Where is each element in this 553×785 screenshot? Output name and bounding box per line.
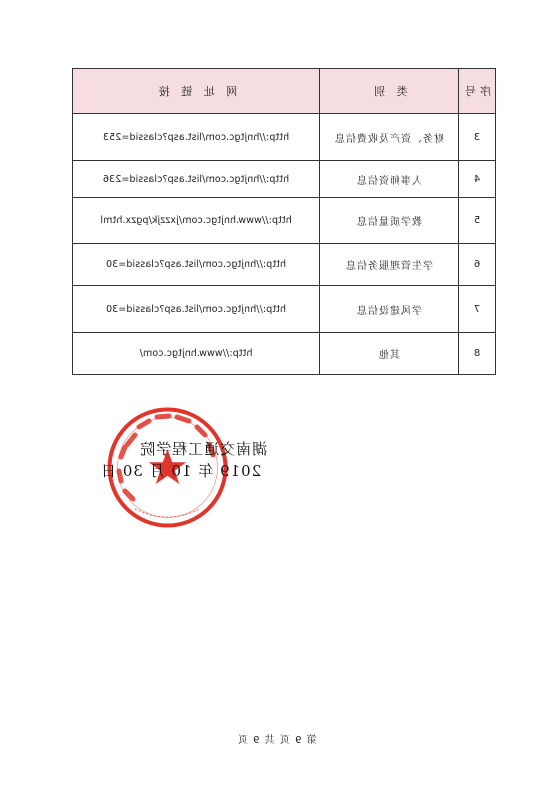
table-row — [73, 198, 496, 244]
row-no: 3 — [459, 114, 496, 161]
header-no: 序号 — [459, 69, 496, 114]
row-category: 学风建设信息 — [320, 286, 459, 333]
disclosure-table — [72, 68, 496, 375]
row-category: 其他 — [320, 333, 459, 375]
row-no: 7 — [459, 286, 496, 333]
table-header-row — [73, 69, 496, 114]
institution-name: 湖南交通工程学院 — [139, 440, 268, 458]
row-no: 5 — [459, 198, 496, 244]
page-footer — [0, 728, 553, 747]
row-category: 教学质量信息 — [320, 198, 459, 244]
row-url: http://www.hnjtgc.com/jxzzjk/pgzx.html — [73, 198, 320, 244]
row-url: http://hnjtgc.com/list.asp?classid=253 — [73, 114, 320, 161]
signature-block — [100, 438, 267, 482]
row-category: 学生管理服务信息 — [320, 244, 459, 286]
table-row — [73, 286, 496, 333]
row-url: http://www.hnjtgc.com/ — [73, 333, 320, 375]
row-category: 人事师资信息 — [320, 161, 459, 198]
table-row — [73, 244, 496, 286]
table-row — [73, 114, 496, 161]
row-url: http://hnjtgc.com/list.asp?classid=30 — [73, 286, 320, 333]
table-row — [73, 161, 496, 198]
row-category: 财务、资产及收费信息 — [320, 114, 459, 161]
header-url: 网 址 链 接 — [73, 69, 320, 114]
signature-date: 2019 年 10 月 30 日 — [100, 462, 262, 480]
page-number: 第 9 页 共 9 页 — [236, 735, 317, 746]
row-no: 6 — [459, 244, 496, 286]
table-row — [73, 333, 496, 375]
row-no: 4 — [459, 161, 496, 198]
row-url: http://hnjtgc.com/list.asp?classid=30 — [73, 244, 320, 286]
header-category: 类 别 — [320, 69, 459, 114]
row-url: http://hnjtgc.com/list.asp?classid=236 — [73, 161, 320, 198]
row-no: 8 — [459, 333, 496, 375]
